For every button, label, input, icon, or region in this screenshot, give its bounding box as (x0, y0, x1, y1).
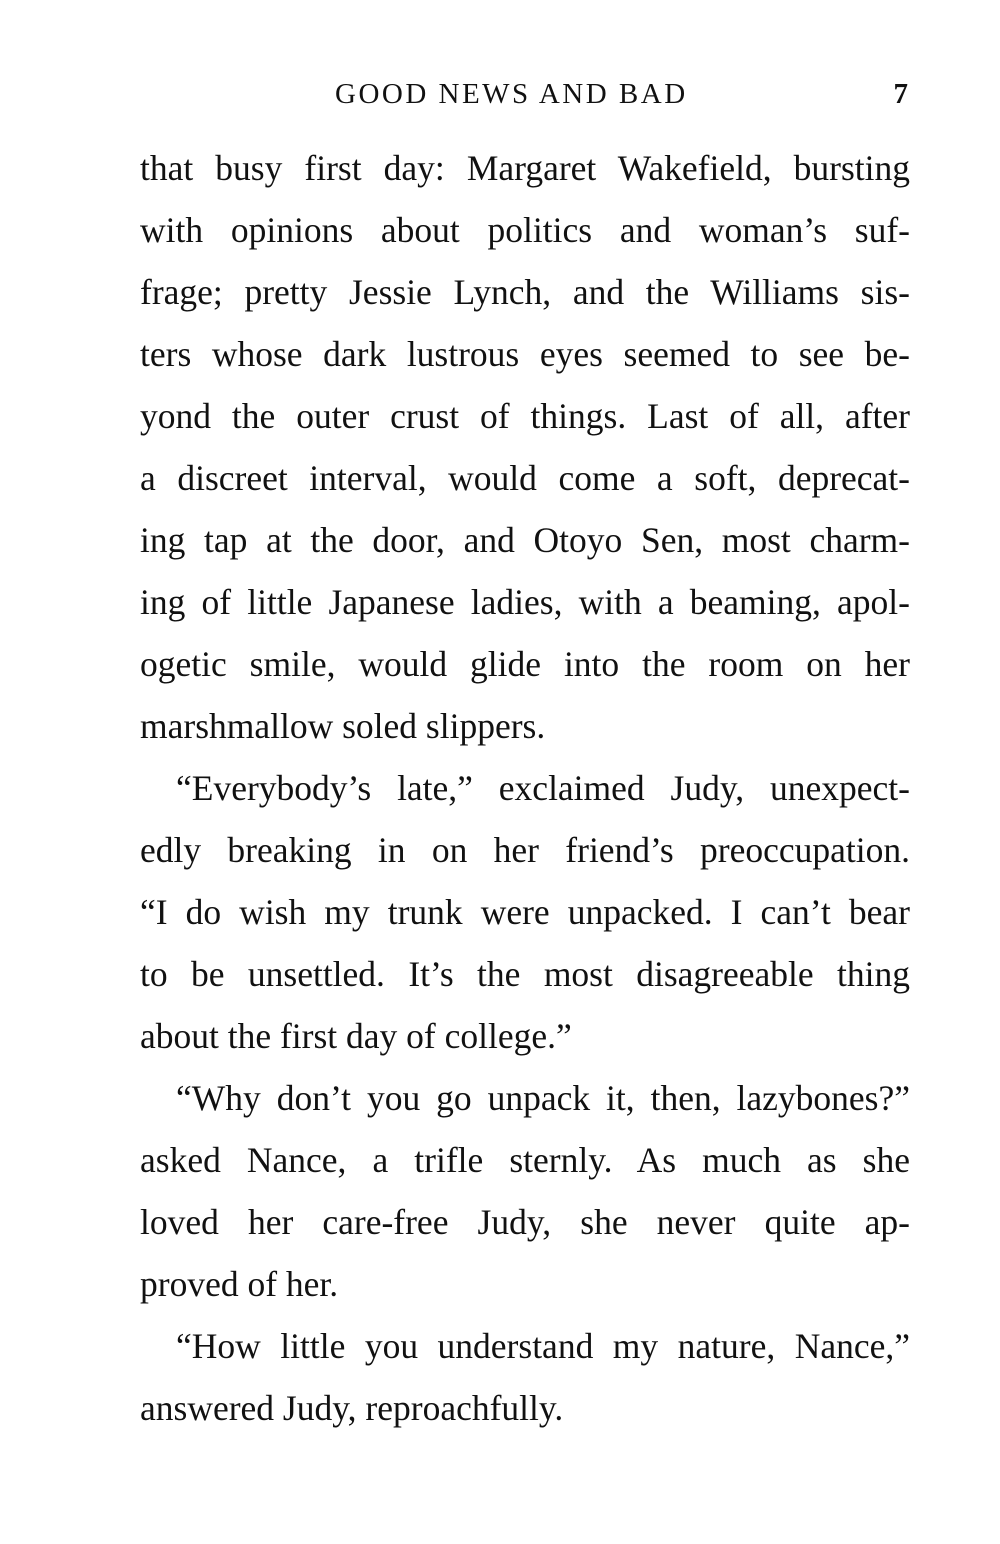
text-line: frage; pretty Jessie Lynch, and the Williams sis- (140, 272, 910, 312)
page-number: 7 (893, 78, 908, 110)
text-line: proved of her. (140, 1264, 339, 1304)
text-line: edly breaking in on her friend’s preoccupation. (140, 830, 910, 870)
body-text (140, 146, 910, 1448)
running-title: GOOD NEWS AND BAD (335, 78, 688, 110)
text-line: answered Judy, reproachfully. (140, 1388, 564, 1428)
text-line: a discreet interval, would come a soft, deprecat- (140, 458, 910, 498)
text-line: ogetic smile, would glide into the room on her (140, 644, 910, 684)
text-line: ing of little Japanese ladies, with a beaming, apol- (140, 582, 910, 622)
text-line: yond the outer crust of things. Last of all, after (140, 396, 910, 436)
text-line: marshmallow soled slippers. (140, 706, 546, 746)
text-line: to be unsettled. It’s the most disagreeable thing (140, 954, 910, 994)
text-line: “I do wish my trunk were unpacked. I can’t bear (140, 892, 910, 932)
text-line: that busy first day: Margaret Wakefield, bursting (140, 148, 910, 188)
text-line: ing tap at the door, and Otoyo Sen, most charm- (140, 520, 910, 560)
running-header (140, 78, 910, 122)
text-line: “Everybody’s late,” exclaimed Judy, unexpect- (176, 768, 910, 808)
text-line: asked Nance, a trifle sternly. As much as she (140, 1140, 910, 1180)
text-line: ters whose dark lustrous eyes seemed to see be- (140, 334, 910, 374)
text-line: with opinions about politics and woman’s suf- (140, 210, 910, 250)
text-line: about the first day of college.” (140, 1016, 572, 1056)
text-line: loved her care-free Judy, she never quite ap- (140, 1202, 910, 1242)
text-line: “How little you understand my nature, Nance,” (176, 1326, 910, 1366)
text-line: “Why don’t you go unpack it, then, lazybones?” (176, 1078, 910, 1118)
